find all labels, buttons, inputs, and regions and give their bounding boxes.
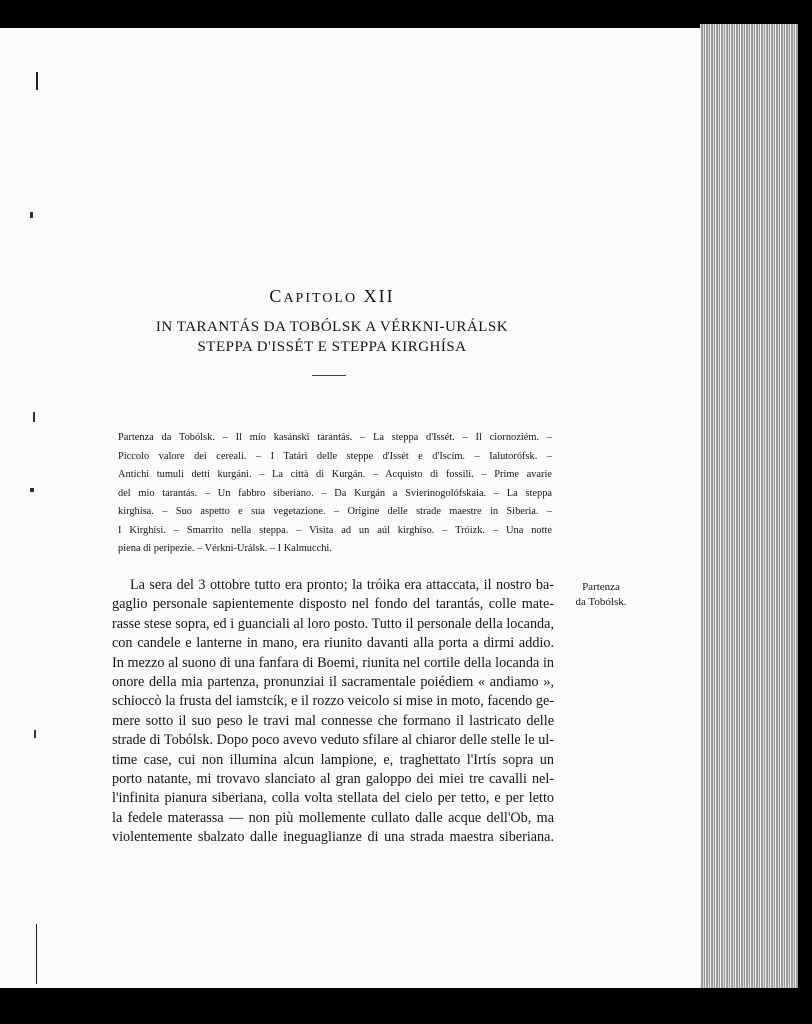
body-line: rasse stese sopra, ed i guanciali al loro posto. Tutto il personale della locanda, <box>112 615 554 632</box>
margin-note-line: da Tobólsk. <box>575 596 627 608</box>
summary-line: del mio tarantás. – Un fabbro siberiano. – Da Kurgán a Svierinogolófskaia. – La steppa <box>118 487 552 499</box>
summary-line: piena di peripezie. – Vérkni-Urálsk. – I Kalmucchi. <box>118 543 332 554</box>
chapter-summary <box>118 429 552 559</box>
ink-speck <box>30 212 33 218</box>
scan-border-top <box>0 0 812 28</box>
divider-rule <box>312 375 346 376</box>
gutter-mark <box>36 72 38 90</box>
body-line: schioccò la frusta del iamstcík, e il rozzo veicolo si mise in moto, facendo ge- <box>112 693 554 710</box>
chapter-title-line-2: STEPPA D'ISSÉT E STEPPA KIRGHÍSA <box>197 339 467 355</box>
ink-speck <box>34 730 36 738</box>
summary-line: Piccolo valore dei cereali. – I Tatári delle steppe d'Issét e d'Iscím. – Ialutorófsk. – <box>118 450 552 462</box>
body-line: La sera del 3 ottobre tutto era pronto; la tróika era attaccata, il nostro ba- <box>130 577 554 593</box>
body-text <box>112 576 554 847</box>
body-line: la fedele materassa — non più mollemente cullato dalle acque dell'Ob, ma <box>112 809 554 826</box>
body-line: strade di Tobólsk. Dopo poco avevo veduto sfilare al chiaror delle stelle le ul- <box>112 732 554 749</box>
margin-note <box>566 580 636 610</box>
body-line: gaglio personale sapientemente disposto nel fondo del tarantás, colle mate- <box>112 596 554 613</box>
body-line: l'infinita pianura siberiana, colla volta stellata del cielo per tetto, e per letto <box>112 790 554 807</box>
scan-border-bottom <box>0 988 812 1024</box>
summary-line: I Kirghísi. – Smarrito nella steppa. – Visita ad un aúl kirghíso. – Tróizk. – Una notte <box>118 524 552 536</box>
body-line: con candele e lanterne in mano, era riunito davanti alla porta a dirmi addio. <box>112 635 554 652</box>
page-edges <box>700 24 808 988</box>
chapter-title-line-1: IN TARANTÁS DA TOBÓLSK A VÉRKNI-URÁLSK <box>155 319 509 335</box>
summary-line: kirghísa. – Suo aspetto e sua vegetazione. – Origine delle strade maestre in Siberia. – <box>118 506 552 517</box>
body-line: time case, cui non illumina alcun lampione, e, traghettato l'Irtís sopra un <box>112 751 554 768</box>
body-line: mere sotto il suo peso le travi mal connesse che formano il lastricato delle <box>112 712 554 729</box>
chapter-initial: C <box>269 286 284 306</box>
summary-line: Partenza da Tobólsk. – Il mio kasánski tarantás. – La steppa d'Issét. – Il ciornoziém. – <box>118 432 552 443</box>
chapter-number: XII <box>363 286 395 306</box>
body-line: onore della mia partenza, pronunziai il sacramentale poiédiem « andiamo », <box>112 673 554 690</box>
ink-speck <box>33 412 35 422</box>
body-line: violentemente sbalzato dalle ineguaglianze di una strada maestra siberiana. <box>112 829 554 846</box>
chapter-word: APITOLO <box>283 291 358 306</box>
ink-speck <box>30 488 34 492</box>
body-line: porto natante, mi trovavo slanciato al gran galoppo dei miei tre cavalli nel- <box>112 770 554 787</box>
margin-note-line: Partenza <box>582 581 620 593</box>
summary-line: Antichi tumuli detti kurgáni. – La città di Kurgán. – Acquisto di fossili. – Prime avarie <box>118 469 552 480</box>
chapter-heading <box>0 286 664 307</box>
gutter-mark-lower <box>36 924 37 984</box>
body-line: In mezzo al suono di una fanfara di Boemi, riunita nel cortile della locanda in <box>112 654 554 671</box>
